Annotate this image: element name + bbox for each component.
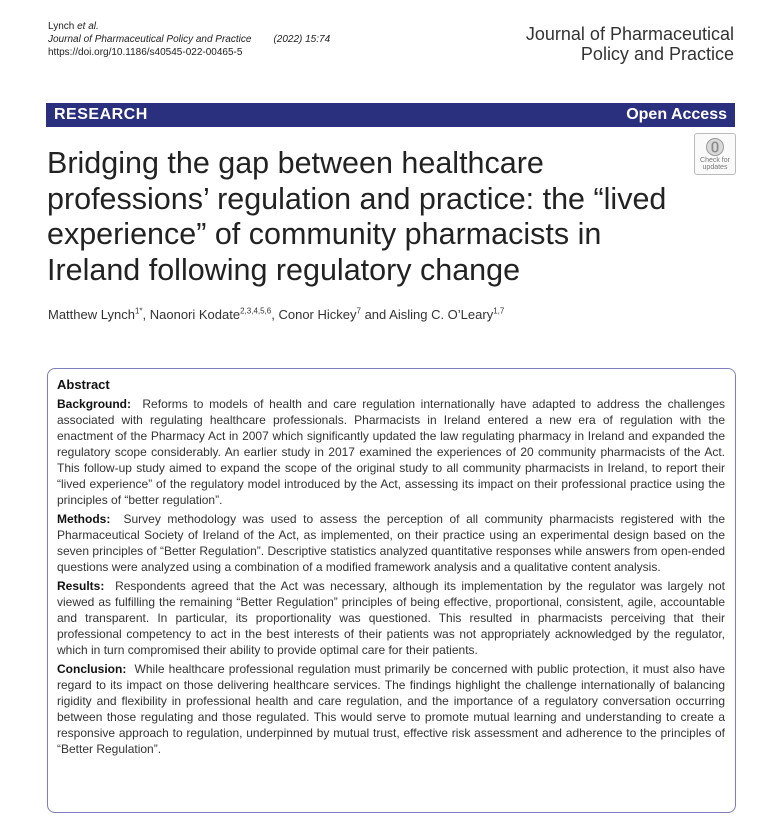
author-list: Matthew Lynch$^{1*}$, Naonori Kodate$^{2,3,4,5,6}$, Conor Hickey$^7$ and Aisling C. O’Leary$^{1,7}$	[48, 306, 505, 322]
author[interactable]: Matthew Lynch$^{1*}$	[48, 306, 143, 322]
author[interactable]: Conor Hickey$^7$	[278, 306, 361, 322]
article-title: Bridging the gap between healthcare professions’ regulation and practice: the “lived experience” of community pharmacists in Ireland following regulatory change	[47, 146, 667, 287]
journal-name: Journal of Pharmaceutical Policy and Practice	[525, 24, 734, 64]
author[interactable]: Aisling C. O’Leary$^{1,7}$	[389, 306, 505, 322]
section-label: RESEARCH	[54, 106, 148, 123]
citation-authors: Lynch et al.	[48, 21, 99, 32]
abstract-results: Results: Respondents agreed that the Act was necessary, although its implementation by the regulator was largely not viewed as fulfilling the remaining “Better Regulation” principles of being effective, proportional, consistent, agile, accountable and transparent. In particular, its proportionality was questioned. This resulted in pharmacists perceiving that their professional competency to act in the best interests of their patients was not appropriately acknowledged by the regulator, which in turn compromised their ability to provide optimal care for their patients.	[57, 579, 725, 657]
abstract-methods: Methods: Survey methodology was used to assess the perception of all community pharmacists registered with the Pharmaceutical Society of Ireland of the Act, as implemented, on their practice using an experimental design based on the seven principles of “Better Regulation”. Descriptive statistics analyzed quantitative responses while answers from open-ended questions were analyzed using a combination of a modified framework analysis and a qualitative content analysis.	[57, 512, 725, 574]
abstract-box	[47, 368, 736, 813]
citation-journal: Journal of Pharmaceutical Policy and Practice (2022) 15:74	[48, 34, 331, 45]
abstract-background: Background: Reforms to models of health and care regulation internationally have adapted to address the challenges associated with regulating healthcare professionals. Pharmacists in Ireland entered a new era of regulation with the enactment of the Pharmacy Act in 2007 which significantly updated the law regulating pharmacy in Ireland and expanded the regulatory scope considerably. An earlier study in 2017 examined the experiences of 20 community pharmacists of the Act. This follow-up study aimed to expand the scope of the original study to all community pharmacists in Ireland, to report their “lived experience” of the regulatory model introduced by the Act, assessing its impact on their professional practice using the principles of “better regulation”.	[57, 397, 725, 507]
check-for-updates-icon	[705, 137, 725, 157]
doi-link[interactable]: https://doi.org/10.1186/s40545-022-00465-5	[48, 47, 243, 58]
author[interactable]: Naonori Kodate$^{2,3,4,5,6}$	[149, 306, 272, 322]
open-access-label: Open Access	[626, 106, 727, 123]
check-for-updates-badge[interactable]: Check for updates	[694, 133, 736, 175]
abstract-heading: Abstract	[57, 377, 110, 392]
abstract-conclusion: Conclusion: While healthcare professional regulation must primarily be concerned with public protection, it must also have regard to its impact on those delivering healthcare services. The findings highlight the challenge internationally of balancing rigidity and flexibility in professional health and care regulation, and the importance of a regulatory conversation occurring between those regulating and those regulated. This would serve to promote mutual learning and understanding to create a responsive approach to regulation, underpinned by mutual trust, effective risk assessment and adherence to the principles of “Better Regulation”.	[57, 662, 725, 756]
article-type-banner	[46, 103, 735, 127]
citation-block	[48, 20, 330, 59]
